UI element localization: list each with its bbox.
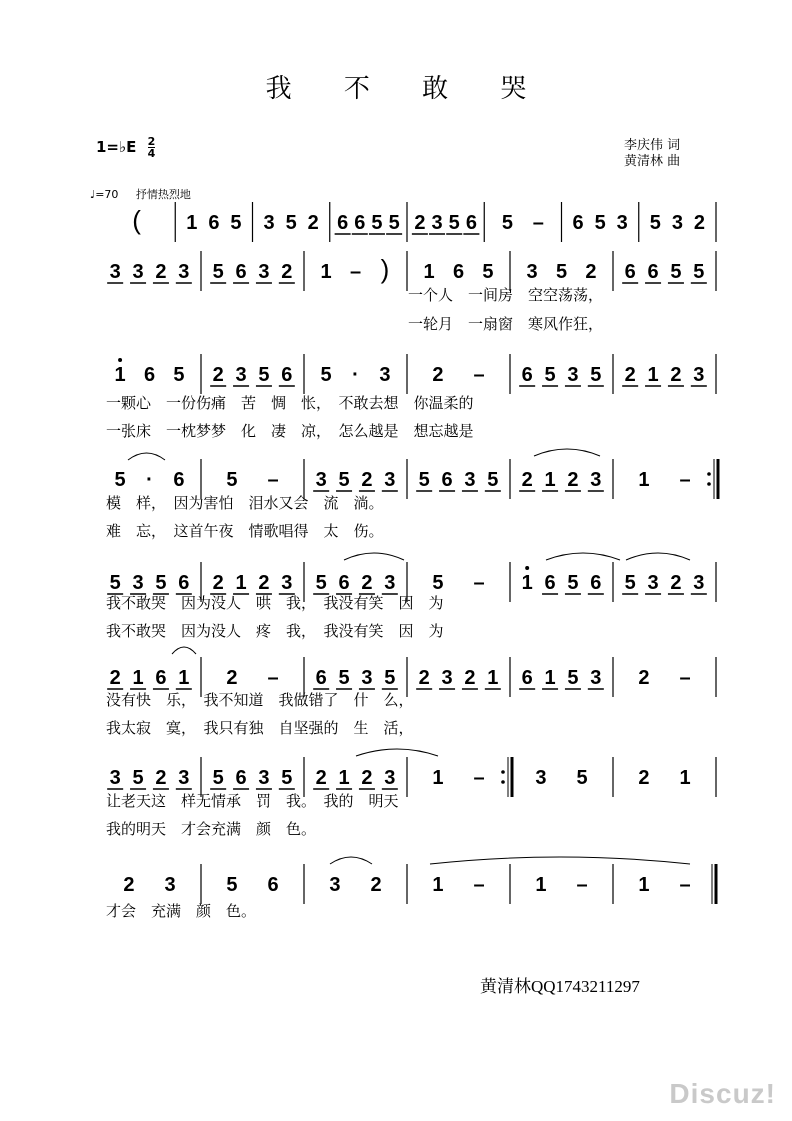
note-3-13: 2 (521, 469, 533, 491)
lyric-line-2: 我的明天 才会充满 颜 色。 (106, 820, 317, 838)
note-7-6: 1 (432, 874, 444, 896)
note-4-7: 3 (281, 572, 293, 594)
note-4-8: 5 (315, 572, 327, 594)
note-2-3: 2 (212, 364, 224, 386)
slur-arc (172, 647, 196, 654)
note-7-7: – (473, 874, 485, 896)
expression-marking: 抒情热烈地 (135, 188, 191, 201)
repeat-dot (501, 770, 505, 774)
note-4-9: 6 (338, 572, 350, 594)
note-7-3: 6 (267, 874, 279, 896)
note-4-19: 3 (647, 572, 659, 594)
lyric-line-2: 一轮月 一扇窗 寒风作狂， (408, 315, 604, 333)
note-2-11: – (473, 364, 485, 386)
note-1-8: 1 (320, 261, 332, 283)
note-7-5: 2 (370, 874, 382, 896)
note-6-16: 2 (638, 767, 650, 789)
note-4-10: 2 (361, 572, 373, 594)
note-3-1: · (146, 469, 153, 491)
note-7-2: 5 (226, 874, 238, 896)
note-0-22: 2 (693, 212, 706, 234)
note-5-10: 2 (418, 667, 430, 689)
lyric-line-1: 我不敢哭 因为没人 哄 我， 我没有笑 因 为 (106, 594, 444, 612)
note-7-8: 1 (535, 874, 547, 896)
slur-arc (356, 749, 438, 756)
note-2-16: 2 (624, 364, 636, 386)
note-2-12: 6 (521, 364, 533, 386)
lyric-line-1: 没有快 乐， 我不知道 我做错了 什 么， (106, 691, 414, 709)
note-0-6: 2 (307, 212, 319, 234)
octave-dot-high (525, 566, 529, 570)
note-0-7: 6 (337, 212, 349, 234)
note-2-6: 6 (281, 364, 293, 386)
note-5-5: – (267, 667, 279, 689)
note-0-5: 5 (285, 212, 297, 234)
note-0-9: 5 (371, 212, 383, 234)
composer-credit: 黄清林 曲 (624, 154, 681, 169)
note-5-15: 1 (544, 667, 556, 689)
note-3-11: 3 (464, 469, 476, 491)
slur-arc (430, 857, 690, 864)
note-3-0: 5 (114, 469, 126, 491)
note-5-18: 2 (638, 667, 650, 689)
note-6-14: 3 (535, 767, 547, 789)
slur-arc (534, 449, 600, 456)
note-4-5: 1 (235, 572, 247, 594)
note-4-17: 6 (590, 572, 602, 594)
note-1-11: 1 (423, 261, 435, 283)
note-5-0: 2 (109, 667, 121, 689)
note-1-17: 6 (624, 261, 636, 283)
note-0-1: 1 (186, 212, 198, 234)
note-0-20: 5 (649, 212, 661, 234)
note-2-18: 2 (670, 364, 682, 386)
note-1-20: 5 (693, 261, 705, 283)
note-0-2: 6 (208, 212, 220, 234)
note-0-19: 3 (616, 212, 628, 234)
slur-arc (626, 553, 690, 560)
note-2-4: 3 (235, 364, 247, 386)
note-6-13: – (473, 767, 485, 789)
note-3-4: – (267, 469, 279, 491)
note-6-2: 2 (155, 767, 167, 789)
note-1-19: 5 (670, 261, 682, 283)
lyric-line-1: 才会 充满 颜 色。 (106, 902, 257, 920)
song-title: 我 不 敢 哭 (265, 74, 549, 104)
note-0-15: 5 (501, 212, 513, 234)
note-5-1: 1 (132, 667, 144, 689)
lyric-line-1: 一颗心 一份伤痛 苦 惆 怅， 不敢去想 你温柔的 (106, 394, 474, 412)
note-5-13: 1 (487, 667, 499, 689)
note-0-0: ( (132, 205, 141, 235)
key-signature: 1=♭E (96, 138, 137, 156)
time-denominator: 4 (147, 147, 156, 160)
slur-arc (128, 453, 165, 460)
note-7-11: – (679, 874, 691, 896)
note-2-7: 5 (320, 364, 332, 386)
note-7-1: 3 (164, 874, 176, 896)
note-1-1: 3 (132, 261, 144, 283)
note-5-9: 5 (384, 667, 396, 689)
lyric-line-2: 我不敢哭 因为没人 疼 我， 我没有笑 因 为 (106, 622, 444, 640)
note-0-18: 5 (594, 212, 606, 234)
note-5-17: 3 (590, 667, 602, 689)
note-7-4: 3 (329, 874, 341, 896)
time-numerator: 2 (147, 135, 156, 148)
note-5-7: 5 (338, 667, 350, 689)
lyricist-credit: 李庆伟 词 (624, 138, 681, 153)
note-3-18: – (679, 469, 691, 491)
note-6-15: 5 (576, 767, 588, 789)
note-2-9: 3 (379, 364, 391, 386)
note-0-11: 2 (414, 212, 426, 234)
note-4-11: 3 (384, 572, 396, 594)
repeat-dot (707, 472, 711, 476)
note-1-14: 3 (526, 261, 538, 283)
note-3-3: 5 (226, 469, 238, 491)
note-2-15: 5 (590, 364, 602, 386)
note-6-6: 3 (258, 767, 270, 789)
note-5-2: 6 (155, 667, 167, 689)
note-4-16: 5 (567, 572, 579, 594)
note-1-0: 3 (109, 261, 121, 283)
note-2-13: 5 (544, 364, 556, 386)
lyric-line-2: 一张床 一枕梦梦 化 凄 凉， 怎么越是 想忘越是 (106, 422, 474, 440)
note-3-14: 1 (544, 469, 556, 491)
note-3-5: 3 (315, 469, 327, 491)
note-1-6: 3 (258, 261, 270, 283)
note-5-11: 3 (441, 667, 453, 689)
lyric-line-1: 一个人 一间房 空空荡荡， (408, 286, 604, 304)
note-3-9: 5 (418, 469, 430, 491)
note-3-12: 5 (487, 469, 499, 491)
note-6-12: 1 (432, 767, 444, 789)
note-5-6: 6 (315, 667, 327, 689)
note-0-8: 6 (354, 212, 366, 234)
note-2-0: 1 (114, 364, 126, 386)
note-3-7: 2 (361, 469, 373, 491)
note-3-17: 1 (638, 469, 650, 491)
note-6-1: 5 (132, 767, 144, 789)
note-0-3: 5 (230, 212, 242, 234)
note-0-17: 6 (572, 212, 584, 234)
note-4-3: 6 (178, 572, 190, 594)
note-1-16: 2 (585, 261, 597, 283)
repeat-dot (501, 780, 505, 784)
note-2-10: 2 (432, 364, 444, 386)
note-6-5: 6 (235, 767, 247, 789)
note-4-2: 5 (155, 572, 167, 594)
note-6-8: 2 (315, 767, 327, 789)
note-0-12: 3 (431, 212, 443, 234)
note-1-12: 6 (452, 261, 465, 283)
note-5-14: 6 (521, 667, 533, 689)
note-5-4: 2 (226, 667, 238, 689)
note-6-3: 3 (178, 767, 190, 789)
note-4-13: – (473, 572, 485, 594)
note-0-10: 5 (388, 212, 400, 234)
note-7-10: 1 (638, 874, 650, 896)
note-0-21: 3 (671, 212, 683, 234)
note-0-16: – (532, 212, 544, 234)
watermark: Discuz! (669, 1078, 776, 1109)
note-2-17: 1 (647, 364, 659, 386)
note-3-15: 2 (567, 469, 579, 491)
signature: 黄清林QQ1743211297 (480, 977, 640, 996)
note-1-7: 2 (281, 261, 293, 283)
note-3-16: 3 (590, 469, 602, 491)
note-4-12: 5 (432, 572, 444, 594)
slur-arc (546, 553, 620, 560)
note-5-12: 2 (464, 667, 476, 689)
note-1-5: 6 (235, 261, 247, 283)
note-2-14: 3 (567, 364, 579, 386)
note-2-2: 5 (173, 364, 185, 386)
note-5-19: – (679, 667, 691, 689)
note-6-7: 5 (281, 767, 293, 789)
note-1-10: ) (380, 254, 390, 284)
note-1-3: 3 (178, 261, 190, 283)
note-3-6: 5 (338, 469, 350, 491)
lyric-line-1: 让老天这 样无情承 罚 我。 我的 明天 (106, 792, 399, 810)
slur-arc (330, 857, 372, 864)
note-4-4: 2 (212, 572, 224, 594)
note-6-0: 3 (109, 767, 121, 789)
note-4-1: 3 (132, 572, 144, 594)
note-4-0: 5 (109, 572, 121, 594)
note-6-10: 2 (361, 767, 373, 789)
octave-dot-high (118, 358, 122, 362)
note-1-15: 5 (555, 261, 568, 283)
repeat-dot (707, 482, 711, 486)
note-4-20: 2 (670, 572, 682, 594)
note-6-17: 1 (679, 767, 691, 789)
note-6-9: 1 (338, 767, 350, 789)
note-2-19: 3 (693, 364, 705, 386)
note-4-14: 1 (521, 572, 533, 594)
note-5-8: 3 (361, 667, 373, 689)
note-0-14: 6 (465, 212, 477, 234)
lyric-line-1: 模 样， 因为害怕 泪水又会 流 淌。 (106, 494, 384, 512)
slur-arc (344, 553, 404, 560)
note-1-4: 5 (212, 261, 224, 283)
lyric-line-2: 我太寂 寞， 我只有独 自坚强的 生 活， (106, 719, 414, 737)
note-3-10: 6 (441, 469, 453, 491)
note-1-2: 2 (155, 261, 167, 283)
note-6-11: 3 (384, 767, 396, 789)
note-6-4: 5 (212, 767, 224, 789)
note-2-1: 6 (143, 364, 156, 386)
note-4-15: 6 (544, 572, 556, 594)
note-5-3: 1 (178, 667, 190, 689)
note-4-18: 5 (624, 572, 636, 594)
note-0-4: 3 (263, 212, 275, 234)
note-1-13: 5 (482, 261, 494, 283)
tempo-value: ♩=70 (90, 188, 119, 201)
note-4-21: 3 (693, 572, 705, 594)
note-1-18: 6 (647, 261, 659, 283)
lyric-line-2: 难 忘， 这首午夜 情歌唱得 太 伤。 (106, 522, 384, 540)
note-2-8: · (352, 364, 359, 386)
note-3-2: 6 (173, 469, 185, 491)
note-5-16: 5 (567, 667, 579, 689)
note-0-13: 5 (448, 212, 460, 234)
note-7-0: 2 (123, 874, 135, 896)
note-1-9: – (349, 261, 362, 283)
note-7-9: – (576, 874, 588, 896)
note-2-5: 5 (258, 364, 270, 386)
note-4-6: 2 (258, 572, 270, 594)
note-3-8: 3 (384, 469, 396, 491)
